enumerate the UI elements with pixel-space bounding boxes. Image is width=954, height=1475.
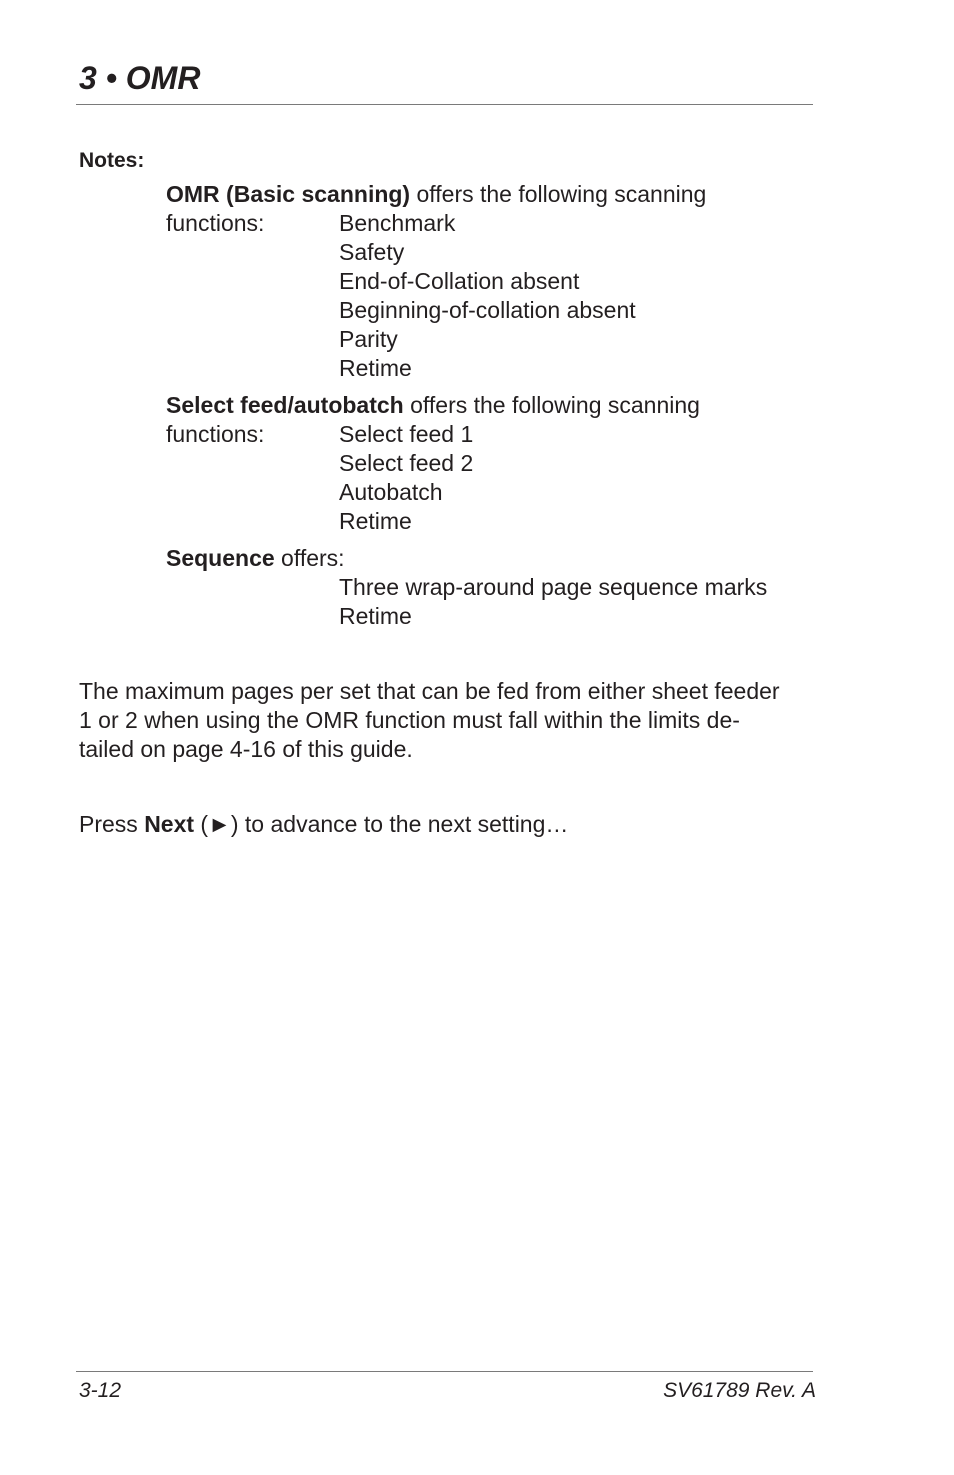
list-item bbox=[166, 449, 826, 478]
page-title: 3 • OMR bbox=[79, 60, 201, 96]
footer-divider bbox=[76, 1371, 813, 1372]
select-feed-title: Select feed/autobatch bbox=[166, 392, 404, 418]
sequence-intro bbox=[166, 544, 826, 573]
function-item: Retime bbox=[339, 355, 412, 381]
omr-basic-title: OMR (Basic scanning) bbox=[166, 181, 411, 207]
paragraph-line: 1 or 2 when using the OMR function must fall within the limits de- bbox=[79, 707, 740, 733]
list-item bbox=[166, 478, 826, 507]
notes-label: Notes: bbox=[79, 149, 145, 172]
list-item bbox=[166, 507, 826, 536]
next-instruction bbox=[79, 810, 824, 839]
function-item: Benchmark bbox=[339, 210, 456, 236]
omr-basic-intro bbox=[166, 180, 826, 209]
select-feed-section bbox=[166, 391, 826, 536]
function-item: Safety bbox=[339, 239, 405, 265]
list-item bbox=[166, 602, 826, 631]
sequence-intro-text: offers: bbox=[274, 545, 345, 571]
function-item: Select feed 1 bbox=[339, 421, 474, 447]
press-suffix: (►) to advance to the next setting… bbox=[194, 811, 569, 837]
functions-label: functions: bbox=[166, 210, 265, 236]
max-pages-paragraph bbox=[79, 677, 824, 764]
functions-label: functions: bbox=[166, 421, 265, 447]
function-item: Retime bbox=[339, 603, 412, 629]
function-item: Beginning-of-collation absent bbox=[339, 297, 636, 323]
sequence-title: Sequence bbox=[166, 545, 275, 571]
select-feed-intro-text: offers the following scanning bbox=[403, 392, 700, 418]
list-item bbox=[166, 267, 826, 296]
page-number: 3-12 bbox=[79, 1379, 122, 1402]
paragraph-line: The maximum pages per set that can be fed from either sheet feeder bbox=[79, 678, 780, 704]
next-keyword: Next bbox=[144, 811, 195, 837]
header-divider bbox=[76, 104, 813, 105]
omr-basic-section bbox=[166, 180, 826, 383]
sequence-section bbox=[166, 544, 826, 631]
function-item: Retime bbox=[339, 508, 412, 534]
list-item bbox=[166, 325, 826, 354]
function-item: Autobatch bbox=[339, 479, 443, 505]
press-prefix: Press bbox=[79, 811, 145, 837]
list-item bbox=[166, 296, 826, 325]
function-item: Parity bbox=[339, 326, 398, 352]
omr-basic-intro-text: offers the following scanning bbox=[410, 181, 707, 207]
paragraph-line: tailed on page 4-16 of this guide. bbox=[79, 736, 413, 762]
function-item: Three wrap-around page sequence marks bbox=[339, 574, 768, 600]
list-item bbox=[166, 354, 826, 383]
list-item bbox=[166, 238, 826, 267]
list-item bbox=[166, 573, 826, 602]
document-reference: SV61789 Rev. A bbox=[663, 1379, 816, 1402]
function-item: Select feed 2 bbox=[339, 450, 474, 476]
list-item bbox=[166, 420, 826, 449]
select-feed-intro bbox=[166, 391, 826, 420]
list-item bbox=[166, 209, 826, 238]
function-item: End-of-Collation absent bbox=[339, 268, 580, 294]
